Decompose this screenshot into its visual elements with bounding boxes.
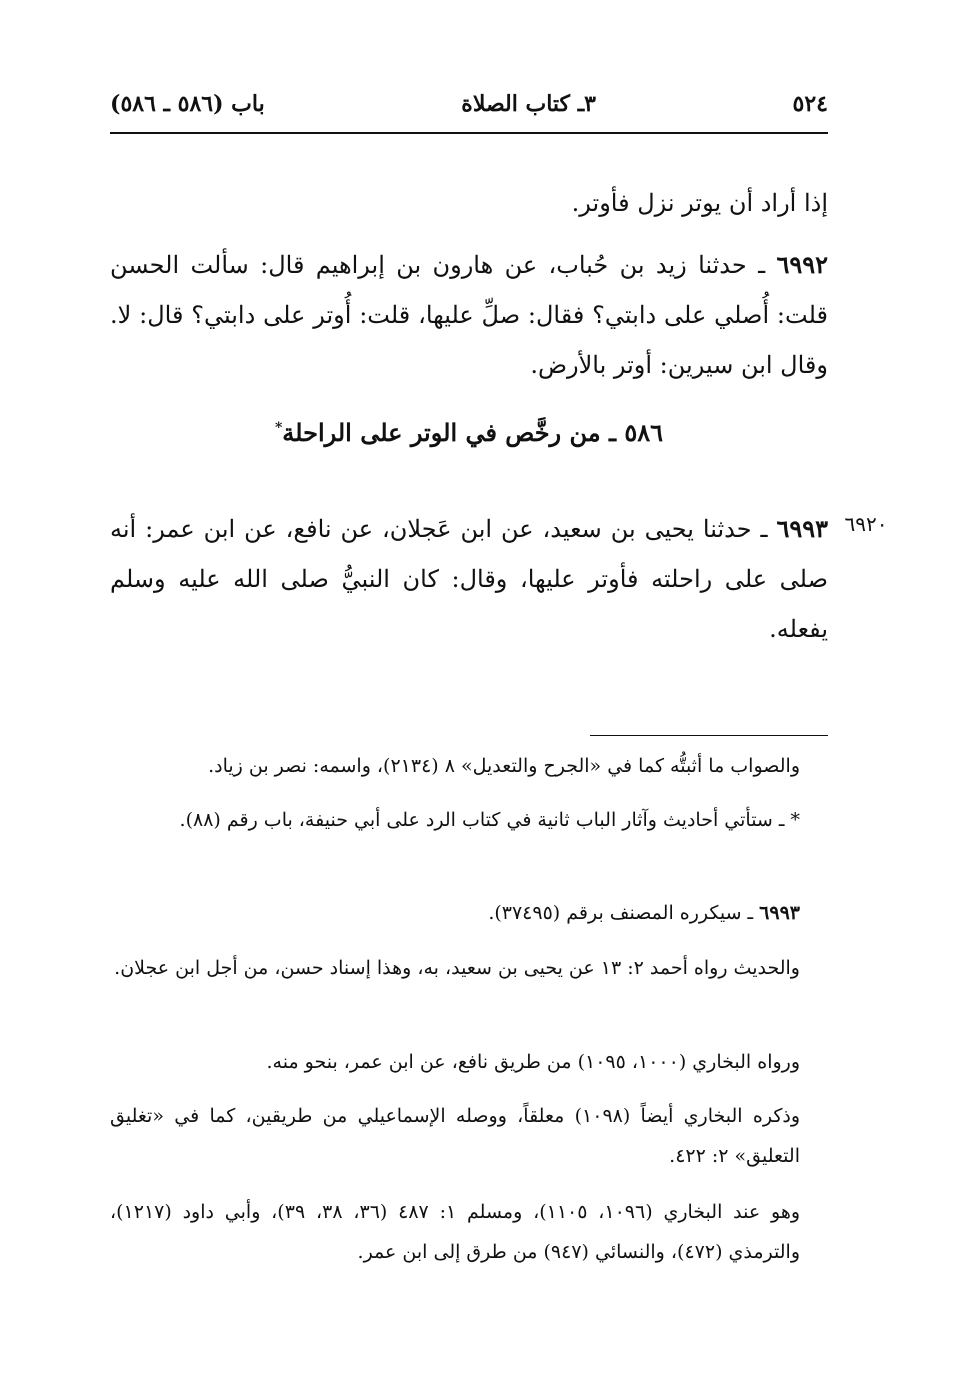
footnote-4: والحديث رواه أحمد ٢: ١٣ عن يحيى بن سعيد، به، وهذا إسناد حسن، من أجل ابن عجلان.: [114, 957, 800, 979]
header-rule: [110, 132, 828, 134]
footnote-1: والصواب ما أثبتُّه كما في «الجرح والتعديل» ٨ (٢١٣٤)، واسمه: نصر بن زياد.: [208, 755, 800, 777]
hadith-6992: [110, 240, 828, 390]
footnote-rule: [590, 735, 828, 736]
footnote-3-text: ـ سيكرره المصنف برقم (٣٧٤٩٥).: [488, 902, 760, 924]
book-title: ٣ـ كتاب الصلاة: [461, 91, 596, 117]
hadith-text: ـ حدثنا زيد بن حُباب، عن هارون بن إبراهيم قال: سألت الحسن قلت: أُصلي على دابتي؟ فقال: صلِّ عليها، قلت: أُوتر على دابتي؟ قال: لا. وقال ابن سيرين: أوتر بالأرض.: [110, 251, 828, 379]
footnote-2: * ـ ستأتي أحاديث وآثار الباب ثانية في كتاب الرد على أبي حنيفة، باب رقم (٨٨).: [179, 809, 800, 831]
page-number: ٥٢٤: [792, 91, 828, 117]
hadith-number: ٦٩٩٣: [776, 514, 828, 543]
margin-number: ٦٩٢٠: [844, 512, 888, 536]
continuation-text: إذا أراد أن يوتر نزل فأوتر.: [571, 189, 828, 217]
chapter-range: باب (٥٨٦ ـ ٥٨٦): [110, 91, 265, 117]
footnote-3: [110, 893, 828, 933]
running-header: [110, 82, 828, 126]
continuation-line: [110, 178, 828, 228]
footnote-6: وذكره البخاري أيضاً (١٠٩٨) معلقاً، ووصله الإسماعيلي من طريقين، كما في «تغليق التعليق» ٢: ٤٢٢.: [110, 1105, 800, 1167]
chapter-heading: [110, 418, 828, 447]
hadith-text: ـ حدثنا يحيى بن سعيد، عن ابن عَجلان، عن نافع، عن ابن عمر: أنه صلى على راحلته فأوتر عليها، وقال: كان النبيُّ صلى الله عليه وسلم يفعله.: [110, 515, 828, 643]
chapter-heading-text: ٥٨٦ ـ من رخَّص في الوتر على الراحلة: [282, 418, 664, 447]
chapter-heading-mark: *: [274, 420, 283, 436]
hadith-number: ٦٩٩٢: [776, 250, 828, 279]
hadith-6993: [110, 504, 828, 654]
footnote-7: وهو عند البخاري (١٠٩٦، ١١٠٥)، ومسلم ١: ٤٨٧ (٣٦، ٣٨، ٣٩)، وأبي داود (١٢١٧)، والترمذي (٤٧٢)، والنسائي (٩٤٧) من طرق إلى ابن عمر.: [110, 1201, 801, 1263]
footnote-hadith-number: ٦٩٩٣: [759, 902, 800, 924]
footnote-5: ورواه البخاري (١٠٠٠، ١٠٩٥) من طريق نافع، عن ابن عمر، بنحو منه.: [266, 1051, 800, 1073]
